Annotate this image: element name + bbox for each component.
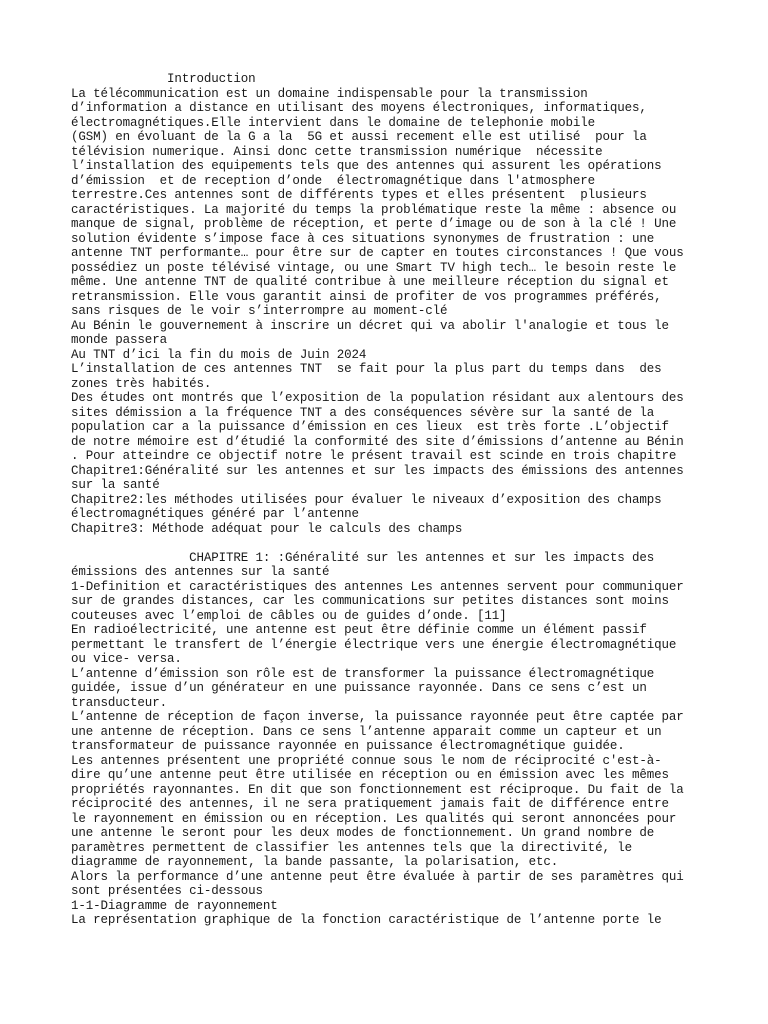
text-line: sans risques de le voir s’interrompre au moment-clé xyxy=(71,304,448,318)
text-line: le rayonnement en émission ou en réception. Les qualités qui seront annoncées pour xyxy=(71,811,677,826)
text-line: Chapitre2:les méthodes utilisées pour évaluer le niveaux d’exposition des champs xyxy=(71,492,662,507)
text-line: même. Une antenne TNT de qualité contribue à une meilleure réception du signal et xyxy=(71,275,669,289)
text-line: caractéristiques. La majorité du temps la problématique reste la même : absence ou xyxy=(71,202,677,217)
text-line: L’antenne de réception de façon inverse, la puissance rayonnée peut être captée par xyxy=(71,710,684,724)
text-line: l’installation des equipements tels que des antennes qui assurent les opérations xyxy=(71,159,662,173)
text-line: sur la santé xyxy=(71,478,160,492)
text-line: paramètres permettent de classifier les antennes tels que la directivité, le xyxy=(71,840,632,855)
text-line: . Pour atteindre ce objectif notre le présent travail est scinde en trois chapitre xyxy=(71,449,677,463)
section-heading: 1-1-Diagramme de rayonnement xyxy=(71,898,278,913)
text-line: sont présentées ci-dessous xyxy=(71,884,263,898)
document-body xyxy=(71,72,711,928)
chapter-heading: CHAPITRE 1: :Généralité sur les antennes et sur les impacts des xyxy=(71,550,655,565)
text-line: antenne TNT performante… pour être sur de capter en toutes circonstances ! Que vous xyxy=(71,246,684,260)
text-line: Chapitre3: Méthode adéquat pour le calculs des champs xyxy=(71,521,463,536)
text-line: émissions des antennes sur la santé xyxy=(71,565,330,579)
text-line: Au TNT d’ici la fin du mois de Juin 2024 xyxy=(71,347,367,362)
text-line: retransmission. Elle vous garantit ainsi de profiter de vos programmes préférés, xyxy=(71,289,662,304)
text-line: Chapitre1:Généralité sur les antennes et sur les impacts des émissions des antennes xyxy=(71,463,684,478)
text-line: monde passera xyxy=(71,333,167,347)
text-line: Introduction xyxy=(71,72,256,86)
text-line: La représentation graphique de la fonction caractéristique de l’antenne porte le xyxy=(71,913,662,927)
text-line: d’information a distance en utilisant des moyens électroniques, informatiques, xyxy=(71,101,647,115)
text-line: terrestre.Ces antennes sont de différents types et elles présentent plusieurs xyxy=(71,188,647,202)
text-line: une antenne le seront pour les deux modes de fonctionnement. Un grand nombre de xyxy=(71,826,655,840)
blank-line xyxy=(71,536,711,551)
text-line: électromagnétiques généré par l’antenne xyxy=(71,507,359,521)
text-line: ou vice- versa. xyxy=(71,652,182,666)
text-line: une antenne de réception. Dans ce sens l’antenne apparait comme un capteur et un xyxy=(71,724,662,739)
text-line: (GSM) en évoluant de la G a la 5G et aussi recement elle est utilisé pour la xyxy=(71,130,647,144)
text-line: permettant le transfert de l’énergie électrique vers une énergie électromagnétique xyxy=(71,637,677,652)
text-line: La télécommunication est un domaine indispensable pour la transmission xyxy=(71,86,588,101)
text-line: électromagnétiques.Elle intervient dans le domaine de telephonie mobile xyxy=(71,115,596,130)
text-line: transducteur. xyxy=(71,695,167,710)
text-line: Alors la performance d’une antenne peut être évaluée à partir de ses paramètres qui xyxy=(71,869,684,884)
text-line: possédiez un poste télévisé vintage, ou une Smart TV high tech… le besoin reste le xyxy=(71,260,677,275)
text-line: diagramme de rayonnement, la bande passante, la polarisation, etc. xyxy=(71,855,559,869)
text-line: sites démission a la fréquence TNT a des conséquences sévère sur la santé de la xyxy=(71,405,655,420)
text-line: couteuses avec l’emploi de câbles ou de guides d’onde. [11] xyxy=(71,608,507,623)
text-line: En radioélectricité, une antenne est peut être définie comme un élément passif xyxy=(71,623,647,637)
text-line: dire qu’une antenne peut être utilisée en réception ou en émission avec les mêmes xyxy=(71,768,669,782)
text-line: Au Bénin le gouvernement à inscrire un décret qui va abolir l'analogie et tous le xyxy=(71,318,669,333)
text-line: Des études ont montrés que l’exposition de la population résidant aux alentours des xyxy=(71,391,684,405)
text-line: transformateur de puissance rayonnée en puissance électromagnétique guidée. xyxy=(71,739,625,753)
text-line: manque de signal, problème de réception, et perte d’image ou de son à la clé ! Une xyxy=(71,217,677,231)
text-line: télévision numerique. Ainsi donc cette transmission numérique nécessite xyxy=(71,144,603,159)
text-line: solution évidente s’impose face à ces situations synonymes de frustration : une xyxy=(71,231,655,246)
text-line: zones très habités. xyxy=(71,376,212,391)
text-line: d’émission et de reception d’onde électromagnétique dans l'atmosphere xyxy=(71,173,596,188)
text-line: L’antenne d’émission son rôle est de transformer la puissance électromagnétique xyxy=(71,666,655,681)
text-line: L’installation de ces antennes TNT se fait pour la plus part du temps dans des xyxy=(71,362,662,376)
text-line: propriétés rayonnantes. En dit que son fonctionnement est réciproque. Du fait de la xyxy=(71,782,684,797)
text-line: guidée, issue d’un générateur en une puissance rayonnée. Dans ce sens c’est un xyxy=(71,681,647,695)
text-line: de notre mémoire est d’étudié la conformité des site d’émissions d’antenne au Bénin xyxy=(71,434,684,449)
text-line: Les antennes présentent une propriété connue sous le nom de réciprocité c'est-à- xyxy=(71,753,662,768)
text-line: réciprocité des antennes, il ne sera pratiquement jamais fait de différence entre xyxy=(71,797,669,811)
text-line: 1-Definition et caractéristiques des antennes Les antennes servent pour communiquer xyxy=(71,579,684,594)
text-line: population car a la puissance d’émission en ces lieux est très forte .L’objectif xyxy=(71,420,669,434)
text-line: sur de grandes distances, car les communications sur petites distances sont moins xyxy=(71,594,669,608)
